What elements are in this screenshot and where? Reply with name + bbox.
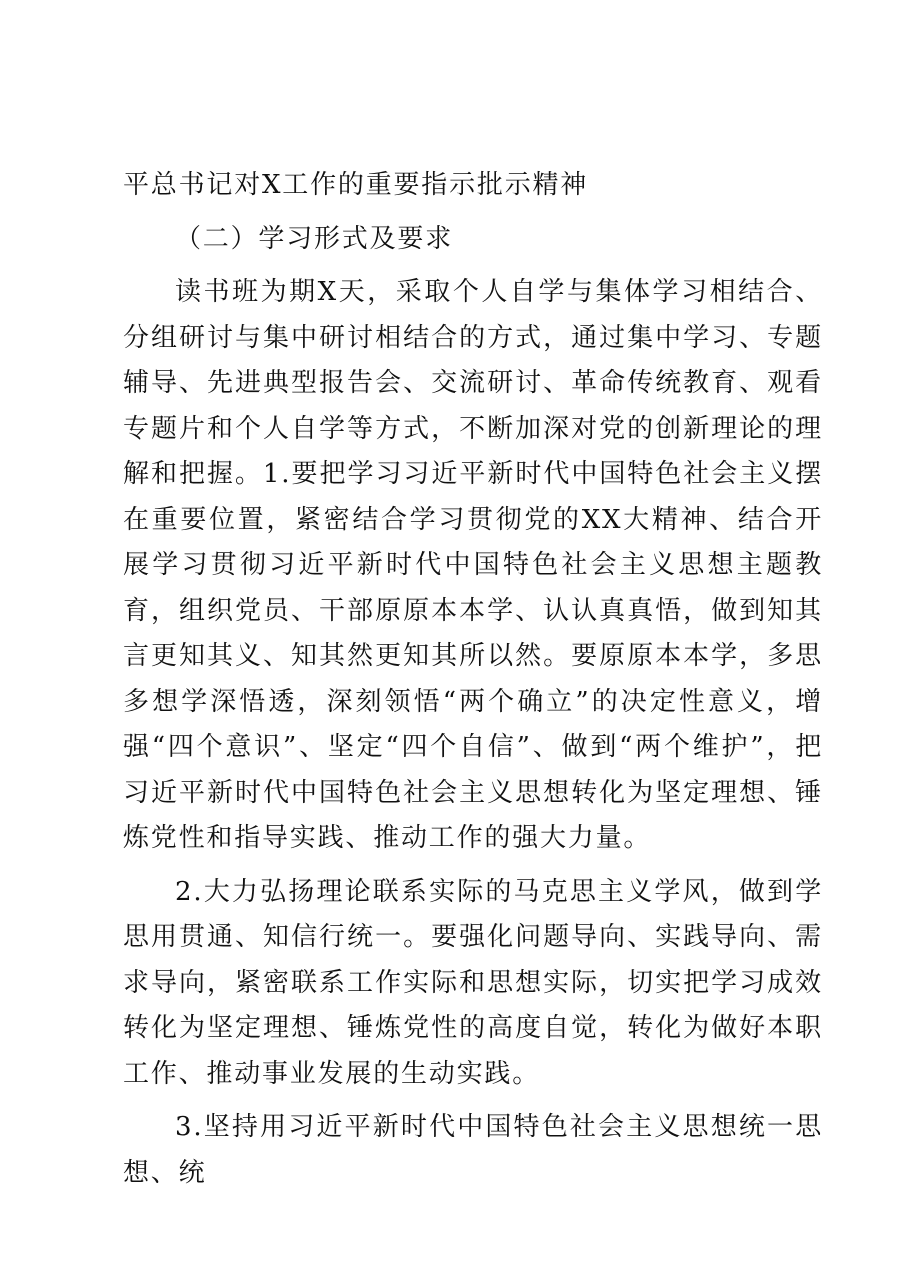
section-heading: （二）学习形式及要求 — [175, 223, 454, 254]
document-body — [123, 163, 823, 1196]
paragraph-item-3: 3.坚持用习近平新时代中国特色社会主义思想统一思想、统 — [123, 1112, 823, 1188]
paragraph-study-format: 读书班为期X天，采取个人自学与集体学习相结合、分组研讨与集中研讨相结合的方式，通过集中学习、专题辅导、先进典型报告会、交流研讨、革命传统教育、观看专题片和个人自学等方式，不断加深对党的创新理论的理解和把握。1.要把学习习近平新时代中国特色社会主义摆在重要位置，紧密结合学习贯彻党的XX大精神、结合开展学习贯彻习近平新时代中国特色社会主义思想主题教育，组织党员、干部原原本本学、认认真真悟，做到知其言更知其义、知其然更知其所以然。要原原本本学，多思多想学深悟透，深刻领悟“两个确立”的决定性意义，增强“四个意识”、坚定“四个自信”、做到“两个维护”，把习近平新时代中国特色社会主义思想转化为坚定理想、锤炼党性和指导实践、推动工作的强大力量。 — [123, 277, 823, 853]
paragraph-item-2: 2.大力弘扬理论联系实际的马克思主义学风，做到学思用贯通、知信行统一。要强化问题导向、实践导向、需求导向，紧密联系工作实际和思想实际，切实把学习成效转化为坚定理想、锤炼党性的高度自觉，转化为做好本职工作、推动事业发展的生动实践。 — [123, 876, 823, 1089]
paragraph-continuation: 平总书记对X工作的重要指示批示精神 — [123, 170, 589, 200]
